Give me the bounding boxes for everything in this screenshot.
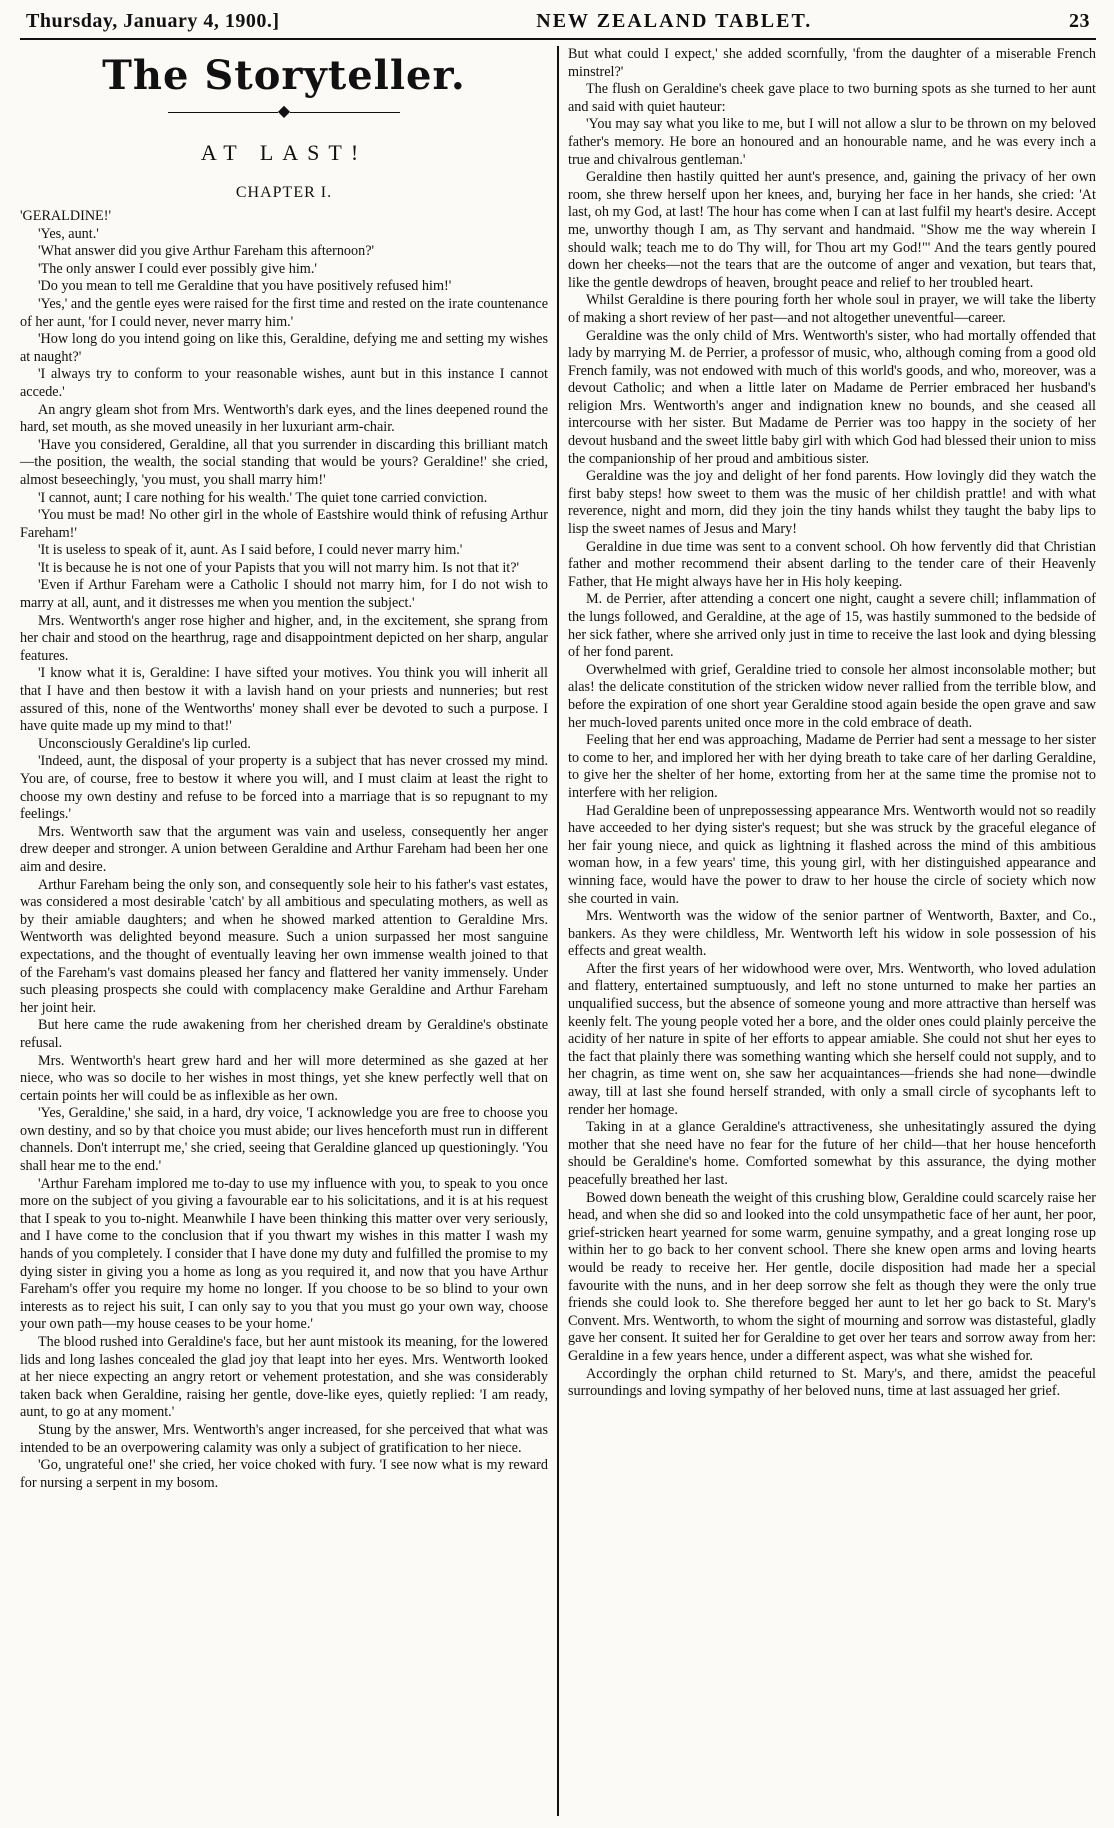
paragraph: The blood rushed into Geraldine's face, but her aunt mistook its meaning, for the lowered lids and long lashes concealed the glad joy that leapt into her eyes. Mrs. Wentworth looked at her niece expecting an angry retort or vehement protestation, and she was considerably taken back when Geraldine, raising her gentle, dove-like eyes, quietly replied: 'I am ready, aunt, to go at any moment.' — [20, 1334, 548, 1421]
paragraph: 'Do you mean to tell me Geraldine that you have positively refused him!' — [38, 278, 452, 295]
paragraph: An angry gleam shot from Mrs. Wentworth's dark eyes, and the lines deepened round the hard, set mouth, as she moved uneasily in her luxuriant arm-chair. — [20, 401, 548, 436]
paragraph: Overwhelmed with grief, Geraldine tried to console her almost inconsolable mother; but alas! the delicate constitution of the stricken widow never rallied from the terrible blow, and before the expiration of one short year Geraldine stood again beside the open grave and saw her much-loved parents united once more in the cold embrace of death. — [568, 661, 1096, 731]
right-column — [559, 46, 1096, 1816]
header-page-number: 23 — [1069, 10, 1090, 32]
paragraph: Accordingly the orphan child returned to St. Mary's, and there, amidst the peaceful surroundings and loving sympathy of her beloved nuns, time at last assuaged her grief. — [568, 1365, 1096, 1400]
section-title: The Storyteller. — [102, 52, 466, 99]
paragraph: 'GERALDINE!' — [20, 208, 112, 224]
paragraph: 'Arthur Fareham implored me to-day to use my influence with you, to speak to you once more on the subject of you giving a favourable ear to his solicitations, and it is at his request that I speak to you to-night. Meanwhile I have been thinking this matter over very seriously, and I have come to the conclusion that if you thwart my wishes in this matter I wash my hands of you completely. I consider that I have done my duty and fulfilled the promise to my dying sister in giving you a home as long as you required it, and now that you have Arthur Fareham's offer you require my home no longer. If you choose to be so blind to your own interests as to reject his suit, I can only say to you that you must go your own way, choose your own path—my house ceases to be your home.' — [20, 1175, 548, 1333]
paragraph: Mrs. Wentworth's anger rose higher and higher, and, in the excitement, she sprang from her chair and stood on the hearthrug, rage and disappointment depicted on her sharp, angular features. — [20, 612, 548, 664]
paragraph: 'Yes,' and the gentle eyes were raised for the first time and rested on the irate countenance of her aunt, 'for I could never, never marry him.' — [20, 295, 548, 330]
paragraph: Geraldine was the joy and delight of her fond parents. How lovingly did they watch the first baby steps! how sweet to them was the music of her childish prattle! and with what reverence, night and morn, did they join the tiny hands whilst they taught the baby lips to lisp the sweet names of Jesus and Mary! — [568, 468, 1096, 538]
paragraph: After the first years of her widowhood were over, Mrs. Wentworth, who loved adulation and flattery, entertained sumptuously, and left no stone unturned to make her parties an unqualified success, but the absence of someone young and more attractive than herself was keenly felt. The young people voted her a bore, and the older ones could plainly perceive the acidity of her nature in spite of her efforts to appear amiable. She could not shut her eyes to the fact that plainly there was something wanting which she herself could not supply, and to her chagrin, as time went on, she saw her acquaintances—friends she had none—dwindle away, till at last she found herself stranded, with only a small circle of sycophants left to render her homage. — [568, 960, 1096, 1118]
paragraph: Taking in at a glance Geraldine's attractiveness, she unhesitatingly assured the dying mother that she need have no fear for the future of her child—that her house henceforth should be Geraldine's home. Comforted somewhat by this assurance, the dying mother peacefully breathed her last. — [568, 1119, 1096, 1188]
paragraph: The flush on Geraldine's cheek gave place to two burning spots as she turned to her aunt and said with quiet hauteur: — [568, 81, 1096, 115]
paragraph: 'The only answer I could ever possibly give him.' — [38, 260, 317, 277]
paragraph: Mrs. Wentworth's heart grew hard and her will more determined as she gazed at her niece, who was so docile to her wishes in most things, yet she knew perfectly well that on certain points her will could be as inflexible as her own. — [20, 1052, 548, 1104]
ornament-divider: ◆ — [20, 104, 548, 120]
paragraph: 'Yes, Geraldine,' she said, in a hard, dry voice, 'I acknowledge you are free to choose you own destiny, and so by that choice you must abide; our lives henceforth must run in different channels. Don't interrupt me,' she cried, seeing that Geraldine glanced up questioningly. 'You shall hear me to the end.' — [20, 1105, 548, 1175]
paragraph: Geraldine in due time was sent to a convent school. Oh how fervently did that Christian father and mother recommend their absent darling to the tender care of their Heavenly Father, that He might always have her in His holy keeping. — [568, 538, 1096, 590]
paragraph: Feeling that her end was approaching, Madame de Perrier had sent a message to her sister to come to her, and implored her with her dying breath to take care of her darling Geraldine, to give her the shelter of her home, extorting from her at the same time the promise not to interfere with her religion. — [568, 732, 1096, 801]
article-columns — [20, 46, 1096, 1816]
page-header — [20, 10, 1096, 40]
left-column — [20, 46, 557, 1816]
header-date: Thursday, January 4, 1900.] — [26, 10, 280, 32]
left-column-text — [20, 208, 548, 1492]
paragraph: But what could I expect,' she added scornfully, 'from the daughter of a miserable French minstrel?' — [568, 46, 1096, 80]
paragraph: Mrs. Wentworth was the widow of the senior partner of Wentworth, Baxter, and Co., bankers. As they were childless, Mr. Wentworth left his widow in sole possession of his effects and great wealth. — [568, 908, 1096, 960]
paragraph: Whilst Geraldine is there pouring forth her whole soul in prayer, we will take the liberty of making a short review of her past—and not altogether uneventful—career. — [568, 292, 1096, 326]
header-publication: NEW ZEALAND TABLET. — [536, 10, 813, 32]
paragraph: 'It is useless to speak of it, aunt. As I said before, I could never marry him.' — [38, 542, 463, 559]
story-title: AT LAST! — [200, 140, 368, 165]
paragraph: 'What answer did you give Arthur Fareham this afternoon?' — [38, 243, 375, 260]
paragraph: M. de Perrier, after attending a concert one night, caught a severe chill; inflammation of the lungs followed, and Geraldine, at the age of 15, was hastily summoned to the bedside of her sick father, where she arrived only just in time to receive the last look and dying blessing of her fond parent. — [568, 591, 1096, 661]
chapter-heading: CHAPTER I. — [235, 184, 333, 201]
paragraph: 'I know what it is, Geraldine: I have sifted your motives. You think you will inherit all that I have and then bestow it with a lavish hand on your priests and nunneries; but rest assured of this, none of the Wentworths' money shall ever be devoted to such a purpose. I have quite made up my mind to that!' — [20, 665, 548, 735]
paragraph: Had Geraldine been of unprepossessing appearance Mrs. Wentworth would not so readily have acceeded to her dying sister's request; but she was struck by the graceful elegance of her fair young niece, and quick as lightning it flashed across the mind of this ambitious woman how, in a few years' time, this young girl, with her distinguished appearance and winning face, would have the power to draw to her house the circle of society which now she courted in vain. — [568, 802, 1096, 907]
paragraph: 'It is because he is not one of your Papists that you will not marry him. Is not that it?' — [38, 559, 520, 576]
paragraph: 'You must be mad! No other girl in the whole of Eastshire would think of refusing Arthur Fareham!' — [20, 507, 548, 541]
paragraph: 'I always try to conform to your reasonable wishes, aunt but in this instance I cannot accede.' — [20, 366, 548, 400]
paragraph: But here came the rude awakening from her cherished dream by Geraldine's obstinate refusal. — [20, 1017, 548, 1051]
paragraph: Geraldine then hastily quitted her aunt's presence, and, gaining the privacy of her own room, she threw herself upon her knees, and, burying her face in her hands, she cried: 'At last, oh my God, at last! The hour has come when I can at last fulfil my heart's desire. Accept me, unworthy though I am, as Thy servant and handmaid. "Show me the way wherein I should walk; teach me to do Thy will, for Thou art my God!"' And the tears gently poured down her cheeks—not the tears that are the outcome of anger and vexation, but tears that, like the gentle dewdrops of heaven, brought peace and relief to her troubled heart. — [568, 169, 1096, 291]
paragraph: Stung by the answer, Mrs. Wentworth's anger increased, for she perceived that what was intended to be an overpowering calamity was only a subject of gratification to her niece. — [20, 1421, 548, 1456]
paragraph: 'Yes, aunt.' — [38, 225, 99, 242]
paragraph: 'Even if Arthur Fareham were a Catholic I should not marry him, for I do not wish to marry at all, aunt, and it distresses me when you mention the subject.' — [20, 577, 548, 612]
paragraph: Bowed down beneath the weight of this crushing blow, Geraldine could scarcely raise her head, and when she did so and looked into the cold unsympathetic face of her aunt, her poor, grief-stricken heart yearned for some warm, genuine sympathy, and a great longing rose up within her to go back to her convent school. There she knew open arms and loving hearts would be ready to receive her. Her gentle, docile disposition had made her a special favourite with the nuns, and in her deep sorrow she felt as though they were the only true friends she could look to. She therefore begged her aunt to let her go back to St. Mary's Convent. Mrs. Wentworth, to whom the sight of mourning and sorrow was distasteful, gladly gave her consent. It suited her for Geraldine to get over her tears and sorrow away from her: Geraldine in a few years hence, under a different aspect, was what she wished for. — [568, 1189, 1096, 1364]
paragraph: Mrs. Wentworth saw that the argument was vain and useless, consequently her anger drew deeper and stronger. A union between Geraldine and Arthur Fareham had been her one aim and desire. — [20, 823, 548, 875]
paragraph: Unconsciously Geraldine's lip curled. — [38, 735, 251, 752]
paragraph: 'I cannot, aunt; I care nothing for his wealth.' The quiet tone carried conviction. — [38, 489, 488, 506]
paragraph: Geraldine was the only child of Mrs. Wentworth's sister, who had mortally offended that lady by marrying M. de Perrier, a professor of music, who, although coming from a good old French family, was not endowed with much of this world's goods, and who, moreover, was a devout Catholic; and when a little later on Madame de Perrier embraced her husband's religion Mrs. Wentworth's anger and indignation knew no bounds, and she ceased all intercourse with her sister. But Madame de Perrier was too happy in the society of her devout husband and the sweet little baby girl with which God had blessed their union to miss the companionship of her proud and ambitious sister. — [568, 327, 1096, 467]
paragraph: 'You may say what you like to me, but I will not allow a slur to be thrown on my beloved father's memory. He bore an honoured and an honourable name, and he was every inch a true and chivalrous gentleman.' — [568, 116, 1096, 168]
right-column-text — [568, 46, 1096, 1401]
paragraph: 'How long do you intend going on like this, Geraldine, defying me and setting my wishes at naught?' — [20, 331, 548, 365]
paragraph: 'Indeed, aunt, the disposal of your property is a subject that has never crossed my mind. You are, of course, free to bestow it where you will, and I must claim at least the right to choose my own destiny and refuse to be forced into a marriage that is so repugnant to my feelings.' — [20, 753, 548, 823]
paragraph: Arthur Fareham being the only son, and consequently sole heir to his father's vast estates, was considered a most desirable 'catch' by all ambitious and speculating mothers, as well as by their amiable daughters; and when he showed marked attention to Geraldine Mrs. Wentworth was delighted beyond measure. Such a union surpassed her most sanguine expectations, and the thought of eventually leaving her own immense wealth joined to that of the Fareham's vast domains pleased her fancy and flattered her vanity immensely. Under such pleasing prospects she could with complacency make Geraldine and Arthur Fareham her joint heir. — [20, 876, 548, 1016]
paragraph: 'Go, ungrateful one!' she cried, her voice choked with fury. 'I see now what is my reward for nursing a serpent in my bosom. — [20, 1457, 548, 1491]
paragraph: 'Have you considered, Geraldine, all that you surrender in discarding this brilliant match—the position, the wealth, the social standing that would be yours? Geraldine!' she cried, almost beseechingly, 'you must, you shall marry him!' — [20, 436, 548, 488]
